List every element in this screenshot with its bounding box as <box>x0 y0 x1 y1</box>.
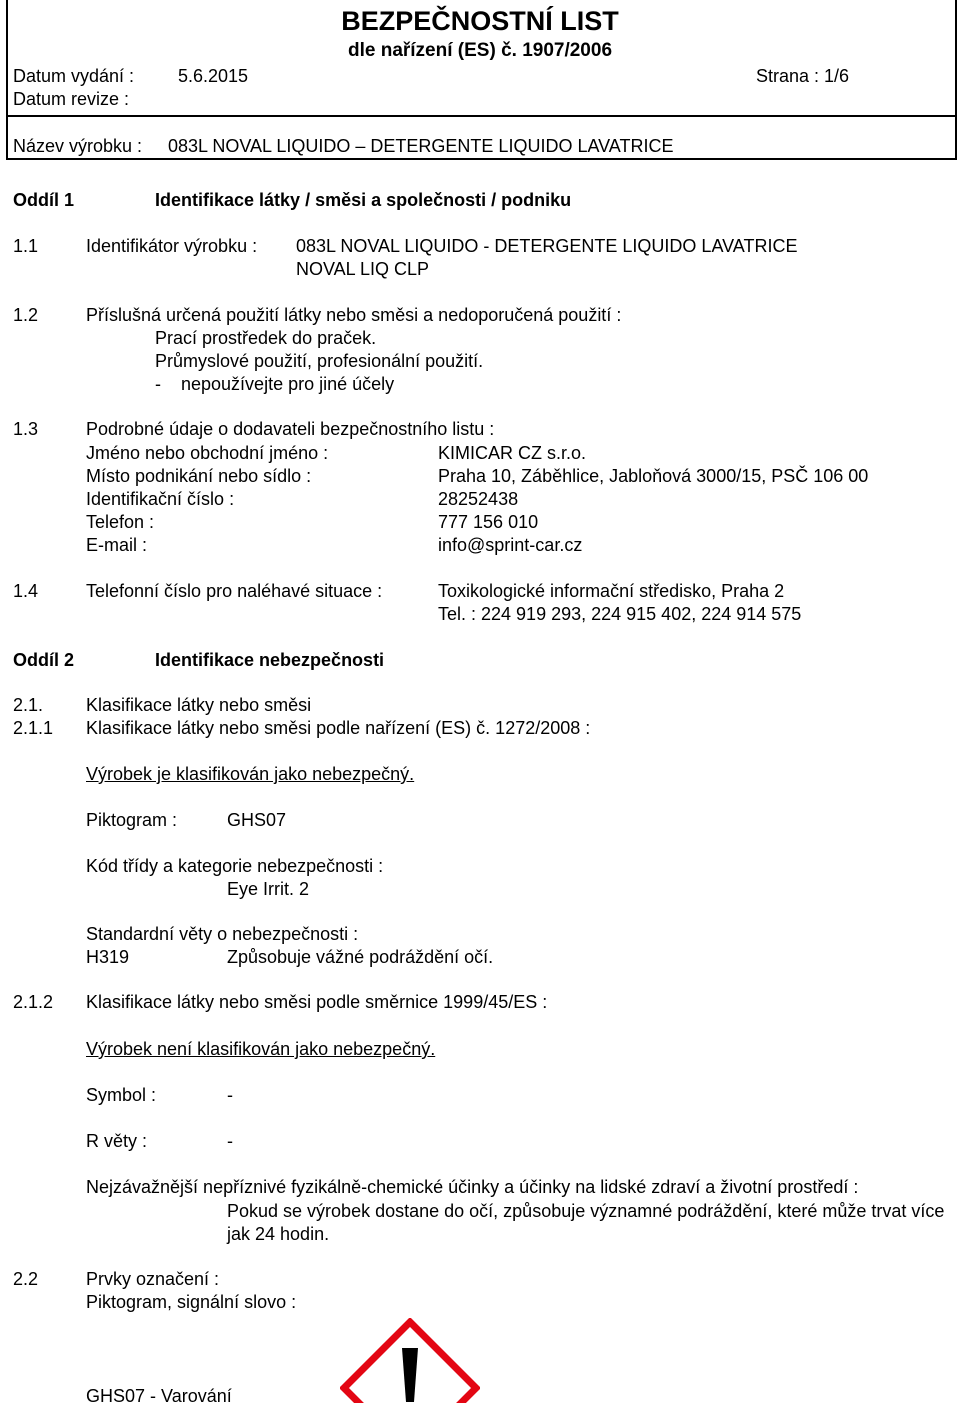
section-2-number: Oddíl 2 <box>13 650 75 670</box>
product-name-label: Název výrobku : <box>13 136 143 156</box>
ghs07-exclamation-icon <box>340 1318 480 1403</box>
document-title: BEZPEČNOSTNÍ LIST <box>341 6 619 36</box>
pictogram-value: GHS07 <box>227 810 287 830</box>
document-subtitle: dle nařízení (ES) č. 1907/2006 <box>347 40 613 61</box>
issue-date: 5.6.2015 <box>178 66 249 86</box>
dpd-classification-statement: Výrobek není klasifikován jako nebezpečný. <box>86 1039 436 1059</box>
revision-date-label: Datum revize : <box>13 89 130 109</box>
supplier-id-label: Identifikační číslo : <box>86 489 235 509</box>
s2-2-sub-label: Piktogram, signální slovo : <box>86 1292 297 1312</box>
issue-date-label: Datum vydání : <box>13 66 135 86</box>
s1-1-value-2: NOVAL LIQ CLP <box>296 259 430 279</box>
s1-4-number: 1.4 <box>13 581 39 601</box>
s2-1-2-label: Klasifikace látky nebo směsi podle směrnice 1999/45/ES : <box>86 992 548 1012</box>
s1-2-number: 1.2 <box>13 305 39 325</box>
s1-4-label: Telefonní číslo pro naléhavé situace : <box>86 581 383 601</box>
adverse-effects-label: Nejzávažnější nepříznivé fyzikálně-chemické účinky a účinky na lidské zdraví a životní prostředí : <box>86 1177 859 1197</box>
supplier-name: KIMICAR CZ s.r.o. <box>438 443 587 463</box>
hazard-statements-label: Standardní věty o nebezpečnosti : <box>86 924 359 944</box>
s1-2-use-1: Prací prostředek do praček. <box>155 328 377 348</box>
s2-1-2-number: 2.1.2 <box>13 992 54 1012</box>
h-text: Způsobuje vážné podráždění očí. <box>227 947 494 967</box>
supplier-address: Praha 10, Záběhlice, Jabloňová 3000/15, PSČ 106 00 <box>438 466 869 486</box>
s2-1-1-label: Klasifikace látky nebo směsi podle nařízení (ES) č. 1272/2008 : <box>86 718 591 738</box>
supplier-name-label: Jméno nebo obchodní jméno : <box>86 443 329 463</box>
s1-2-label: Příslušná určená použití látky nebo směsi a nedoporučená použití : <box>86 305 622 325</box>
page-number: Strana : 1/6 <box>756 66 850 86</box>
s2-2-label: Prvky označení : <box>86 1269 220 1289</box>
s1-2-use-3: - nepoužívejte pro jiné účely <box>155 374 395 394</box>
hazard-class-value: Eye Irrit. 2 <box>227 879 310 899</box>
emergency-phones: Tel. : 224 919 293, 224 915 402, 224 914 575 <box>438 604 802 624</box>
s2-1-number: 2.1. <box>13 695 44 715</box>
r-phrases-label: R věty : <box>86 1131 148 1151</box>
section-1-title: Identifikace látky / směsi a společnosti / podniku <box>155 190 572 210</box>
adverse-effects-text: Pokud se výrobek dostane do očí, způsobuje významné podráždění, které může trvat více jak 24 hodin. <box>227 1201 945 1244</box>
header-divider <box>6 115 957 117</box>
supplier-phone-label: Telefon : <box>86 512 155 532</box>
section-2-title: Identifikace nebezpečnosti <box>155 650 385 670</box>
s2-1-1-number: 2.1.1 <box>13 718 54 738</box>
section-1-number: Oddíl 1 <box>13 190 75 210</box>
symbol-label: Symbol : <box>86 1085 157 1105</box>
hazard-class-label: Kód třídy a kategorie nebezpečnosti : <box>86 856 384 876</box>
s1-3-number: 1.3 <box>13 419 39 439</box>
supplier-id: 28252438 <box>438 489 519 509</box>
r-phrases-value: - <box>227 1131 233 1151</box>
symbol-value: - <box>227 1085 233 1105</box>
emergency-center: Toxikologické informační středisko, Praha 2 <box>438 581 785 601</box>
pictogram-caption: GHS07 - Varování <box>86 1386 232 1406</box>
s1-3-label: Podrobné údaje o dodavateli bezpečnostního listu : <box>86 419 495 439</box>
supplier-email: info@sprint-car.cz <box>438 535 583 555</box>
product-name: 083L NOVAL LIQUIDO – DETERGENTE LIQUIDO LAVATRICE <box>168 136 674 156</box>
s1-1-value: 083L NOVAL LIQUIDO - DETERGENTE LIQUIDO LAVATRICE <box>296 236 798 256</box>
clp-classification-statement: Výrobek je klasifikován jako nebezpečný. <box>86 764 415 784</box>
s1-1-number: 1.1 <box>13 236 39 256</box>
s1-2-use-2: Průmyslové použití, profesionální použití. <box>155 351 484 371</box>
ghs07-diamond-svg <box>340 1318 480 1403</box>
s2-2-number: 2.2 <box>13 1269 39 1289</box>
s2-1-label: Klasifikace látky nebo směsi <box>86 695 312 715</box>
s1-1-label: Identifikátor výrobku : <box>86 236 258 256</box>
pictogram-label: Piktogram : <box>86 810 178 830</box>
supplier-email-label: E-mail : <box>86 535 148 555</box>
supplier-address-label: Místo podnikání nebo sídlo : <box>86 466 312 486</box>
supplier-phone: 777 156 010 <box>438 512 539 532</box>
h-code: H319 <box>86 947 130 967</box>
